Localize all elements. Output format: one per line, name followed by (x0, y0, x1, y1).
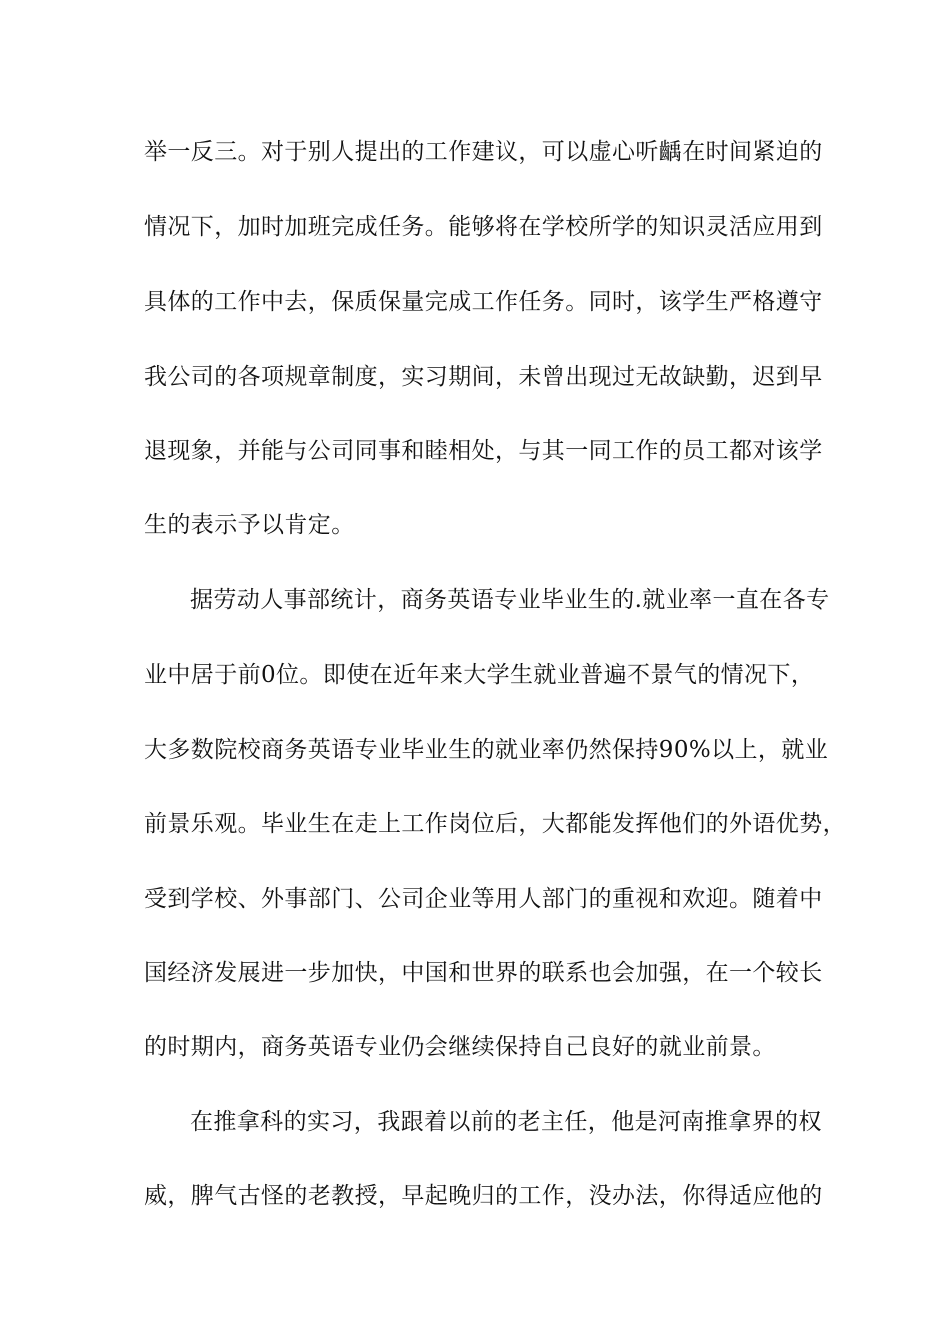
paragraph-line: 具体的工作中去，保质保量完成工作任务。同时，该学生严格遵守 (144, 289, 823, 315)
paragraph-line: 国经济发展进一步加快，中国和世界的联系也会加强，在一个较长 (144, 960, 823, 986)
paragraph-line: 业中居于前0位。即使在近年来大学生就业普遍不景气的情况下， (144, 662, 815, 688)
paragraph-line: 在推拿科的实习，我跟着以前的老主任，他是河南推拿界的权 (190, 1109, 822, 1135)
paragraph-line: 大多数院校商务英语专业毕业生的就业率仍然保持90%以上，就业 (144, 737, 829, 763)
paragraph-line: 情况下，加时加班完成任务。能够将在学校所学的知识灵活应用到 (144, 214, 823, 240)
paragraph-line: 的时期内，商务英语专业仍会继续保持自己良好的就业前景。 (144, 1034, 776, 1060)
paragraph-line: 我公司的各项规章制度，实习期间，未曾出现过无故缺勤，迟到早 (144, 364, 823, 390)
paragraph-line: 受到学校、外事部门、公司企业等用人部门的重视和欢迎。随着中 (144, 886, 823, 912)
paragraph-line: 威，脾气古怪的老教授，早起晚归的工作，没办法，你得适应他的 (144, 1183, 823, 1209)
paragraph-line: 退现象，并能与公司同事和睦相处，与其一同工作的员工都对该学 (144, 438, 823, 464)
paragraph-line: 举一反三。对于别人提出的工作建议，可以虚心听齲在时间紧迫的 (144, 139, 823, 165)
paragraph-line: 生的表示予以肯定。 (144, 512, 355, 538)
paragraph-line: 据劳动人事部统计，商务英语专业毕业生的.就业率一直在各专 (190, 587, 830, 613)
paragraph-line: 前景乐观。毕业生在走上工作岗位后，大都能发挥他们的外语优势， (144, 811, 846, 837)
